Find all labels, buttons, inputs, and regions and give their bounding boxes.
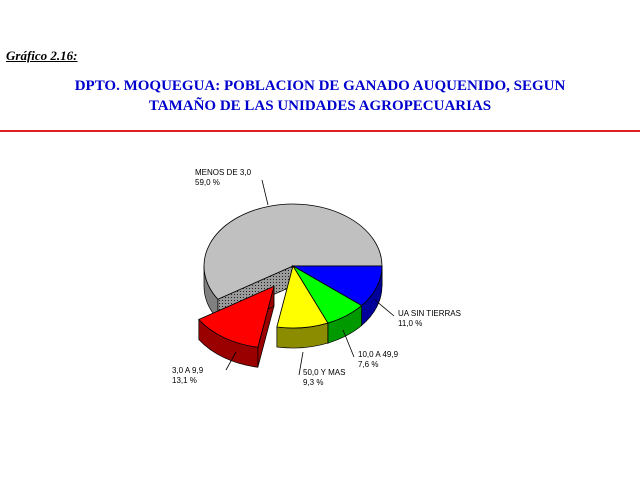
slice-value-50-0-y-mas: 9,3 % bbox=[303, 378, 324, 387]
figure-number: Gráfico 2.16: bbox=[6, 48, 78, 63]
slice-label-3-0-a-9-9: 3,0 A 9,9 bbox=[172, 366, 204, 375]
leader-line-ua-sin-tierras bbox=[375, 300, 394, 316]
slice-label-ua-sin-tierras: UA SIN TIERRAS bbox=[398, 309, 461, 318]
slice-value-ua-sin-tierras: 11,0 % bbox=[398, 319, 423, 328]
slice-value-3-0-a-9-9: 13,1 % bbox=[172, 376, 197, 385]
slice-value-10-0-a-49-9: 7,6 % bbox=[358, 360, 379, 369]
chart-title-line-2: TAMAÑO DE LAS UNIDADES AGROPECUARIAS bbox=[148, 98, 492, 114]
slice-label-10-0-a-49-9: 10,0 A 49,9 bbox=[358, 350, 399, 359]
slice-label-menos-de-3-0: MENOS DE 3,0 bbox=[195, 168, 252, 177]
slice-label-50-0-y-mas: 50,0 Y MAS bbox=[303, 368, 346, 377]
slice-value-menos-de-3-0: 59,0 % bbox=[195, 178, 220, 187]
leader-line-menos-de-3-0 bbox=[262, 180, 268, 205]
chart-title-line-1: DPTO. MOQUEGUA: POBLACION DE GANADO AUQUENIDO, SEGUN bbox=[74, 78, 566, 94]
